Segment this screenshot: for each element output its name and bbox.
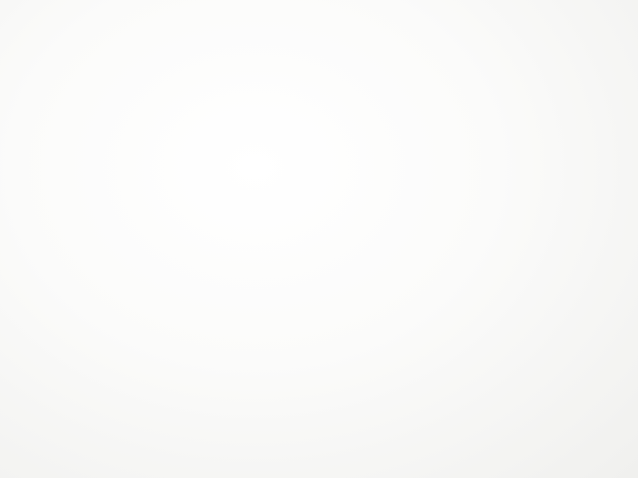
sidebar-top-block — [590, 0, 638, 382]
sidebar-accent-block — [590, 382, 638, 430]
decorative-sidebar — [590, 0, 638, 478]
bullet-list — [42, 117, 558, 165]
sidebar-bottom-block — [590, 430, 638, 478]
